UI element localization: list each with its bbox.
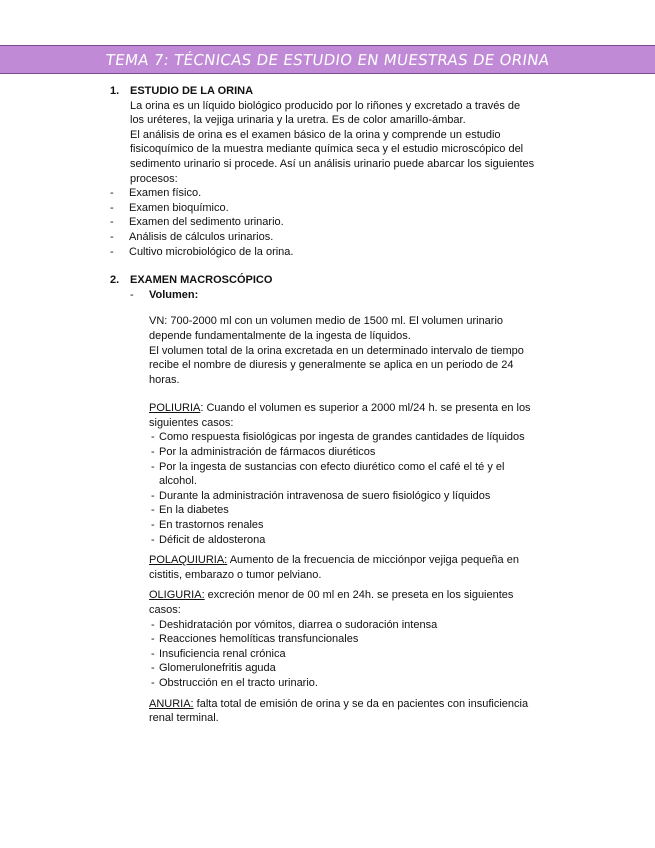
list-item: - Reacciones hemolíticas transfuncionales: [151, 633, 359, 646]
section-title: EXAMEN MACROSCÓPICO: [130, 274, 273, 287]
list-item: - Glomerulonefritis aguda: [151, 662, 276, 675]
list-item: - En la diabetes: [151, 504, 229, 517]
process-list: [110, 186, 570, 259]
list-item: - Como respuesta fisiológicas por ingesta de grandes cantidades de líquidos: [151, 431, 525, 444]
list-item: - Déficit de aldosterona: [151, 533, 266, 546]
list-item: - Obstrucción en el tracto urinario.: [151, 676, 318, 689]
text-line: El análisis de orina es el examen básico de la orina y comprende un estudio: [130, 128, 501, 141]
page-title-bar: [0, 45, 655, 74]
section-heading: [110, 84, 570, 99]
list-item: - Examen bioquímico.: [110, 201, 229, 214]
text-line: El volumen total de la orina excretada en un determinado intervalo de tiempo: [149, 344, 524, 357]
section-examen-macroscopico: [110, 273, 570, 726]
list-item: - Por la administración de fármacos diuréticos: [151, 446, 376, 459]
poliuria-block: [110, 401, 570, 547]
text-line: fisicoquímico de la muestra mediante química seca y el estudio microscópico del: [130, 143, 524, 156]
text-line: los uréteres, la vejiga urinaria y la uretra. Es de color amarillo-ámbar.: [130, 114, 466, 127]
text-line: POLAQUIURIA: Aumento de la frecuencia de micciónpor vejiga pequeña en: [149, 554, 519, 567]
section-title: ESTUDIO DE LA ORINA: [130, 85, 254, 97]
oliguria-block: [110, 588, 570, 690]
list-item: - Deshidratación por vómitos, diarrea o sudoración intensa: [151, 618, 438, 631]
term-anuria: ANURIA:: [149, 697, 194, 710]
list-item: - Insuficiencia renal crónica: [151, 647, 286, 660]
text-line: procesos:: [130, 172, 178, 185]
text-line: VN: 700-2000 ml con un volumen medio de 1500 ml. El volumen urinario: [149, 315, 504, 328]
dash-bullet: -: [130, 288, 134, 301]
page-title: TEMA 7: TÉCNICAS DE ESTUDIO EN MUESTRAS DE ORINA: [104, 51, 551, 69]
text-line: renal terminal.: [149, 712, 219, 725]
subsection-heading-volumen: - Volumen:: [130, 288, 199, 301]
anuria-block: [110, 697, 570, 726]
list-item: - Por la ingesta de sustancias con efecto diurético como el café el té y el alcohol.: [151, 460, 505, 488]
term-oliguria: OLIGURIA:: [149, 589, 205, 602]
section-estudio-orina: [110, 84, 570, 259]
section-paragraph: [110, 99, 570, 187]
section-heading: [110, 273, 570, 288]
dash-bullet: -: [110, 216, 114, 229]
text-line: ANURIA: falta total de emisión de orina y se da en pacientes con insuficiencia: [149, 697, 529, 710]
list-item: - Cultivo microbiológico de la orina.: [110, 245, 294, 258]
text-line: casos:: [149, 604, 181, 616]
dash-bullet: -: [110, 187, 114, 200]
text-line: cistitis, embarazo o tumor pelviano.: [149, 568, 322, 581]
term-poliuria: POLIURIA: [149, 402, 201, 415]
polaquiuria-block: [110, 553, 570, 582]
dash-bullet: -: [110, 245, 114, 258]
list-item: - Durante la administración intravenosa de suero fisiológico y líquidos: [151, 489, 491, 502]
list-item: - Examen físico.: [110, 187, 202, 200]
document-body: [110, 84, 570, 726]
dash-bullet: -: [110, 230, 114, 243]
oliguria-list: [149, 618, 570, 691]
volume-paragraph: [110, 314, 570, 387]
text-line: depende fundamentalmente de la ingesta de líquidos.: [149, 329, 411, 342]
list-item: - Análisis de cálculos urinarios.: [110, 230, 274, 243]
section-number: 1.: [110, 85, 120, 97]
text-line: recibe el nombre de diuresis y generalmente se aplica en un periodo de 24: [149, 359, 514, 372]
text-line: siguientes casos:: [149, 416, 234, 429]
text-line: OLIGURIA: excreción menor de 00 ml en 24h. se preseta en los siguientes: [149, 589, 514, 602]
text-line: POLIURIA: Cuando el volumen es superior a 2000 ml/24 h. se presenta en los: [149, 402, 531, 415]
list-item: - En trastornos renales: [151, 519, 264, 532]
term-polaquiuria: POLAQUIURIA:: [149, 554, 228, 567]
text-line: sedimento urinario si procede. Así un análisis urinario puede abarcar los siguientes: [130, 157, 535, 170]
poliuria-list: [149, 430, 570, 547]
text-line: horas.: [149, 373, 180, 386]
dash-bullet: -: [110, 201, 114, 214]
list-item: - Examen del sedimento urinario.: [110, 216, 284, 229]
text-line: La orina es un líquido biológico producido por lo riñones y excretado a través de: [130, 99, 521, 112]
section-number: 2.: [110, 274, 120, 287]
